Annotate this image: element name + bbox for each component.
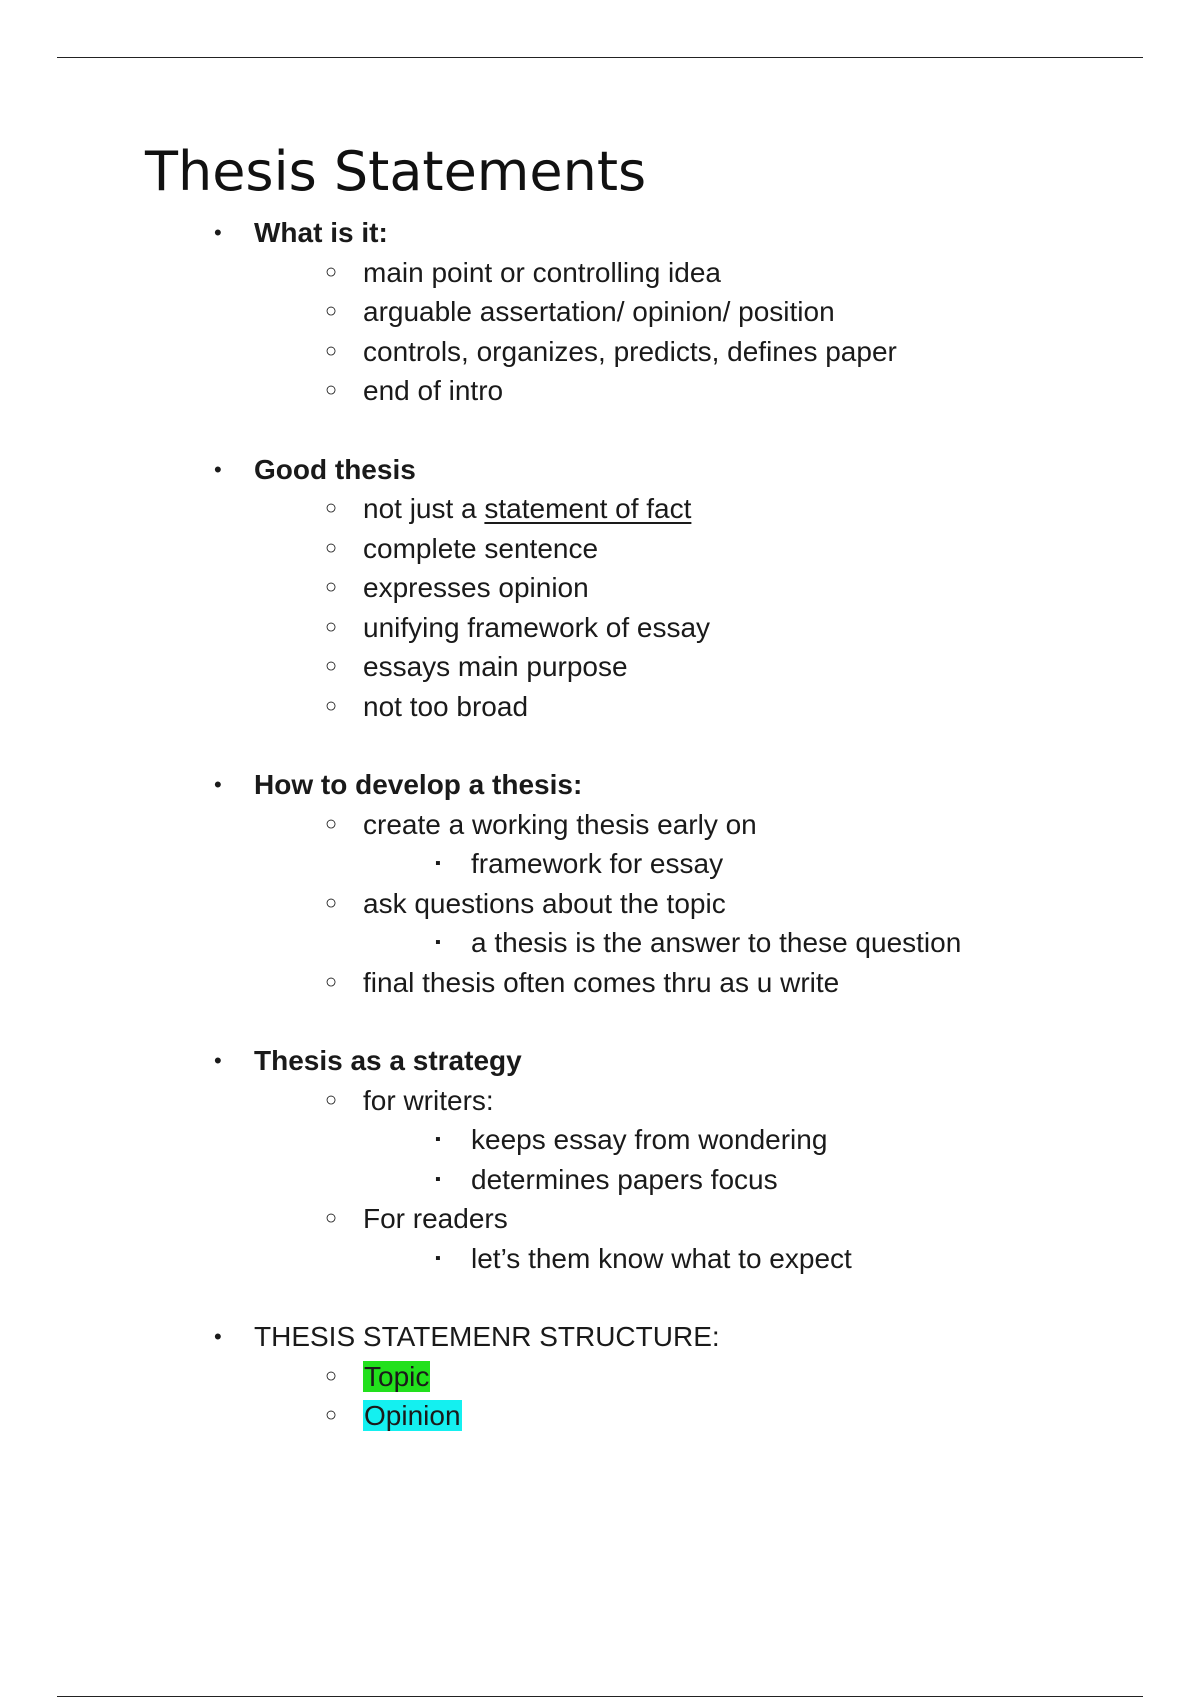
page-title: Thesis Statements xyxy=(145,140,647,203)
list-item-level-3 xyxy=(0,1160,1200,1200)
list-item-text: essays main purpose xyxy=(363,651,628,682)
sub-item-text: keeps essay from wondering xyxy=(471,1124,828,1155)
list-item-level-2 xyxy=(0,1081,1200,1121)
filled-circle-bullet-icon: • xyxy=(214,1324,222,1349)
list-item-level-2 xyxy=(0,292,1200,332)
text-highlight: Topic xyxy=(364,1360,430,1392)
highlighted-item-text xyxy=(363,1396,462,1436)
list-item-level-2 xyxy=(0,489,1200,529)
section-heading: THESIS STATEMENR STRUCTURE: xyxy=(254,1321,720,1352)
top-border-line xyxy=(57,57,1143,58)
hollow-circle-bullet-icon: ○ xyxy=(325,615,338,638)
list-item-text: create a working thesis early on xyxy=(363,808,757,840)
hollow-circle-bullet-icon: ○ xyxy=(325,1207,338,1229)
list-item-level-1 xyxy=(0,1317,1200,1357)
list-item-text: controls, organizes, predicts, defines paper xyxy=(363,335,897,367)
list-item-level-2 xyxy=(0,1199,1200,1239)
list-item-text: not too broad xyxy=(363,690,529,722)
highlighted-item-text xyxy=(363,1357,430,1397)
list-item-level-2 xyxy=(0,647,1200,687)
list-item-text: arguable assertation/ opinion/ position xyxy=(363,296,835,327)
list-item-text: for writers: xyxy=(363,1084,494,1116)
list-item-level-2 xyxy=(0,805,1200,845)
list-item-level-1 xyxy=(0,1041,1200,1081)
hollow-circle-bullet-icon: ○ xyxy=(325,1364,338,1387)
section-heading: What is it: xyxy=(254,217,388,248)
list-item-text: ask questions about the topic xyxy=(363,887,726,919)
list-item-level-3 xyxy=(0,844,1200,884)
list-item-level-2 xyxy=(0,1357,1200,1397)
section-heading: Good thesis xyxy=(254,453,416,485)
hollow-circle-bullet-icon: ○ xyxy=(325,260,338,283)
list-item-text: final thesis often comes thru as u write xyxy=(363,966,840,998)
hollow-circle-bullet-icon: ○ xyxy=(325,655,338,677)
hollow-circle-bullet-icon: ○ xyxy=(325,970,338,993)
list-item-text: For readers xyxy=(363,1203,508,1234)
square-bullet-icon: ▪ xyxy=(435,934,441,951)
list-item-level-2 xyxy=(0,1396,1200,1436)
hollow-circle-bullet-icon: ○ xyxy=(325,1404,338,1426)
square-bullet-icon: ▪ xyxy=(435,1170,441,1188)
list-item-level-3 xyxy=(0,923,1200,963)
square-bullet-icon: ▪ xyxy=(435,855,441,872)
square-bullet-icon: ▪ xyxy=(435,1249,441,1267)
hollow-circle-bullet-icon: ○ xyxy=(325,300,338,322)
outline-section xyxy=(0,213,1200,411)
list-item-level-2 xyxy=(0,608,1200,648)
outline-section xyxy=(0,1041,1200,1278)
outline-section xyxy=(0,450,1200,727)
section-heading: How to develop a thesis: xyxy=(254,769,583,800)
sub-item-text: let’s them know what to expect xyxy=(471,1242,852,1274)
sub-item-text: framework for essay xyxy=(471,848,724,879)
filled-circle-bullet-icon: • xyxy=(214,220,222,245)
text-highlight: Opinion xyxy=(364,1400,461,1431)
sub-item-text: a thesis is the answer to these question xyxy=(471,927,962,958)
list-item-level-2 xyxy=(0,529,1200,569)
list-item-level-2 xyxy=(0,568,1200,608)
list-item-level-1 xyxy=(0,765,1200,805)
list-item-text: expresses opinion xyxy=(363,572,589,603)
sub-item-text: determines papers focus xyxy=(471,1163,778,1195)
list-item-level-2 xyxy=(0,371,1200,411)
hollow-circle-bullet-icon: ○ xyxy=(325,536,338,559)
filled-circle-bullet-icon: • xyxy=(214,772,222,797)
hollow-circle-bullet-icon: ○ xyxy=(325,379,338,401)
list-item-text: unifying framework of essay xyxy=(363,611,711,643)
list-item-level-3 xyxy=(0,1239,1200,1279)
list-item-text: complete sentence xyxy=(363,532,599,564)
section-heading: Thesis as a strategy xyxy=(254,1045,522,1076)
square-bullet-icon: ▪ xyxy=(435,1131,441,1148)
bottom-border-line xyxy=(57,1696,1143,1697)
list-item-text: main point or controlling idea xyxy=(363,256,721,288)
list-item-text: not just a statement of fact xyxy=(363,493,692,524)
list-item-level-1 xyxy=(0,213,1200,253)
list-item-level-3 xyxy=(0,1120,1200,1160)
hollow-circle-bullet-icon: ○ xyxy=(325,1088,338,1111)
list-item-level-2 xyxy=(0,253,1200,293)
list-item-text: end of intro xyxy=(363,375,504,406)
list-item-level-2 xyxy=(0,963,1200,1003)
underlined-phrase: statement of fact xyxy=(484,493,692,524)
hollow-circle-bullet-icon: ○ xyxy=(325,891,338,914)
outline-section xyxy=(0,765,1200,1002)
hollow-circle-bullet-icon: ○ xyxy=(325,812,338,835)
list-item-level-2 xyxy=(0,332,1200,372)
list-item-level-1 xyxy=(0,450,1200,490)
document-body xyxy=(0,213,1200,1475)
hollow-circle-bullet-icon: ○ xyxy=(325,339,338,362)
outline-section xyxy=(0,1317,1200,1436)
filled-circle-bullet-icon: • xyxy=(214,456,222,482)
list-item-level-2 xyxy=(0,687,1200,727)
hollow-circle-bullet-icon: ○ xyxy=(325,497,338,519)
list-item-level-2 xyxy=(0,884,1200,924)
hollow-circle-bullet-icon: ○ xyxy=(325,694,338,717)
filled-circle-bullet-icon: • xyxy=(214,1048,222,1073)
hollow-circle-bullet-icon: ○ xyxy=(325,576,338,598)
